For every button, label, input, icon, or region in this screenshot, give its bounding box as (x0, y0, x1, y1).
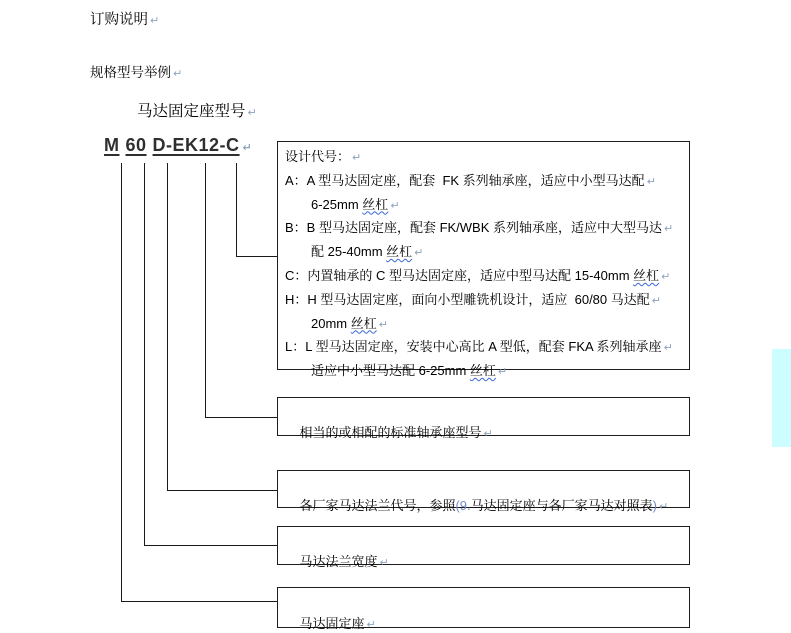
flange-code-box (277, 470, 690, 513)
flange-width-box (277, 526, 690, 569)
paragraph-mark: ↵ (664, 223, 674, 236)
model-number (104, 135, 252, 156)
page-title (90, 8, 159, 29)
bearing-model-label: 相当的或相配的标准轴承座型号 (299, 425, 482, 440)
paragraph-mark: ↵ (378, 318, 388, 331)
connector-line-c (236, 163, 278, 257)
design-code-line-text: 适应中小型马达配 6-25mm 丝杠 (311, 363, 496, 379)
model-segment-mount-type: M (104, 135, 120, 155)
paragraph-mark: ↵ (242, 142, 253, 154)
paragraph-mark: ↵ (646, 175, 656, 188)
flange-width-label: 马达法兰宽度 (299, 554, 378, 569)
paragraph-mark: ↵ (173, 68, 183, 80)
design-code-line (285, 241, 682, 265)
paragraph-mark: ↵ (366, 619, 376, 631)
diagram-title (137, 99, 257, 121)
paragraph-mark: ↵ (659, 501, 669, 513)
motor-mount-label: 马达固定座 (299, 616, 365, 631)
design-code-line-text: 20mm 丝杠 (311, 315, 377, 331)
flange-code-reference-close[interactable]: ) (652, 498, 657, 513)
design-code-line (285, 360, 682, 384)
paragraph-mark: ↵ (661, 270, 671, 283)
design-code-line-text: 设计代号： (285, 149, 351, 164)
design-code-box (277, 141, 690, 379)
paragraph-mark: ↵ (379, 557, 389, 569)
design-code-line-text: 6-25mm 丝杠 (311, 196, 389, 212)
design-code-line-text: C：内置轴承的 C 型马达固定座，适应中型马达配 15-40mm 丝杠 (285, 267, 660, 283)
design-code-line-text: B：B 型马达固定座，配套 FK/WBK 系列轴承座，适应中大型马达 (285, 220, 663, 236)
flange-code-label: 各厂家马达法兰代号，参照 (299, 498, 456, 513)
design-code-line-text: A：A 型马达固定座，配套 FK 系列轴承座，适应中小型马达配 (285, 172, 645, 188)
paragraph-mark: ↵ (651, 294, 661, 307)
bearing-model-box (277, 397, 690, 440)
design-code-line (285, 313, 682, 337)
page-title-text: 订购说明 (90, 12, 148, 28)
design-code-line-text: H：H 型马达固定座，面向小型雕铣机设计，适应 60/80 马达配 (285, 291, 650, 307)
design-code-line (285, 217, 682, 241)
design-code-line-text: 配 25-40mm 丝杠 (311, 244, 413, 260)
paragraph-mark: ↵ (247, 107, 257, 119)
design-code-line (285, 336, 682, 360)
design-code-line (285, 265, 682, 289)
highlight-marker (772, 349, 791, 447)
design-code-line-text: L：L 型马达固定座，安装中心高比 A 型低，配套 FKA 系列轴承座 (285, 339, 662, 355)
design-code-line (285, 194, 682, 218)
page-subtitle (90, 61, 182, 81)
paragraph-mark: ↵ (414, 247, 424, 260)
paragraph-mark: ↵ (663, 342, 673, 355)
paragraph-mark: ↵ (150, 15, 160, 27)
model-segment-flange-width: 60 (125, 135, 147, 155)
model-segment-flange-bearing-design: D-EK12-C (152, 135, 240, 155)
paragraph-mark: ↵ (483, 428, 493, 440)
motor-mount-box (277, 587, 690, 631)
design-code-line (285, 289, 682, 313)
paragraph-mark: ↵ (390, 199, 400, 212)
design-code-line (285, 146, 682, 170)
page-subtitle-text: 规格型号举例 (90, 65, 171, 80)
paragraph-mark: ↵ (497, 366, 508, 379)
design-code-line (285, 170, 682, 194)
paragraph-mark: ↵ (352, 152, 362, 164)
diagram-title-text: 马达固定座型号 (137, 103, 246, 120)
flange-code-reference-open[interactable]: (9. (455, 498, 471, 513)
flange-code-reference-link[interactable]: 马达固定座与各厂家马达对照表 (470, 498, 653, 513)
